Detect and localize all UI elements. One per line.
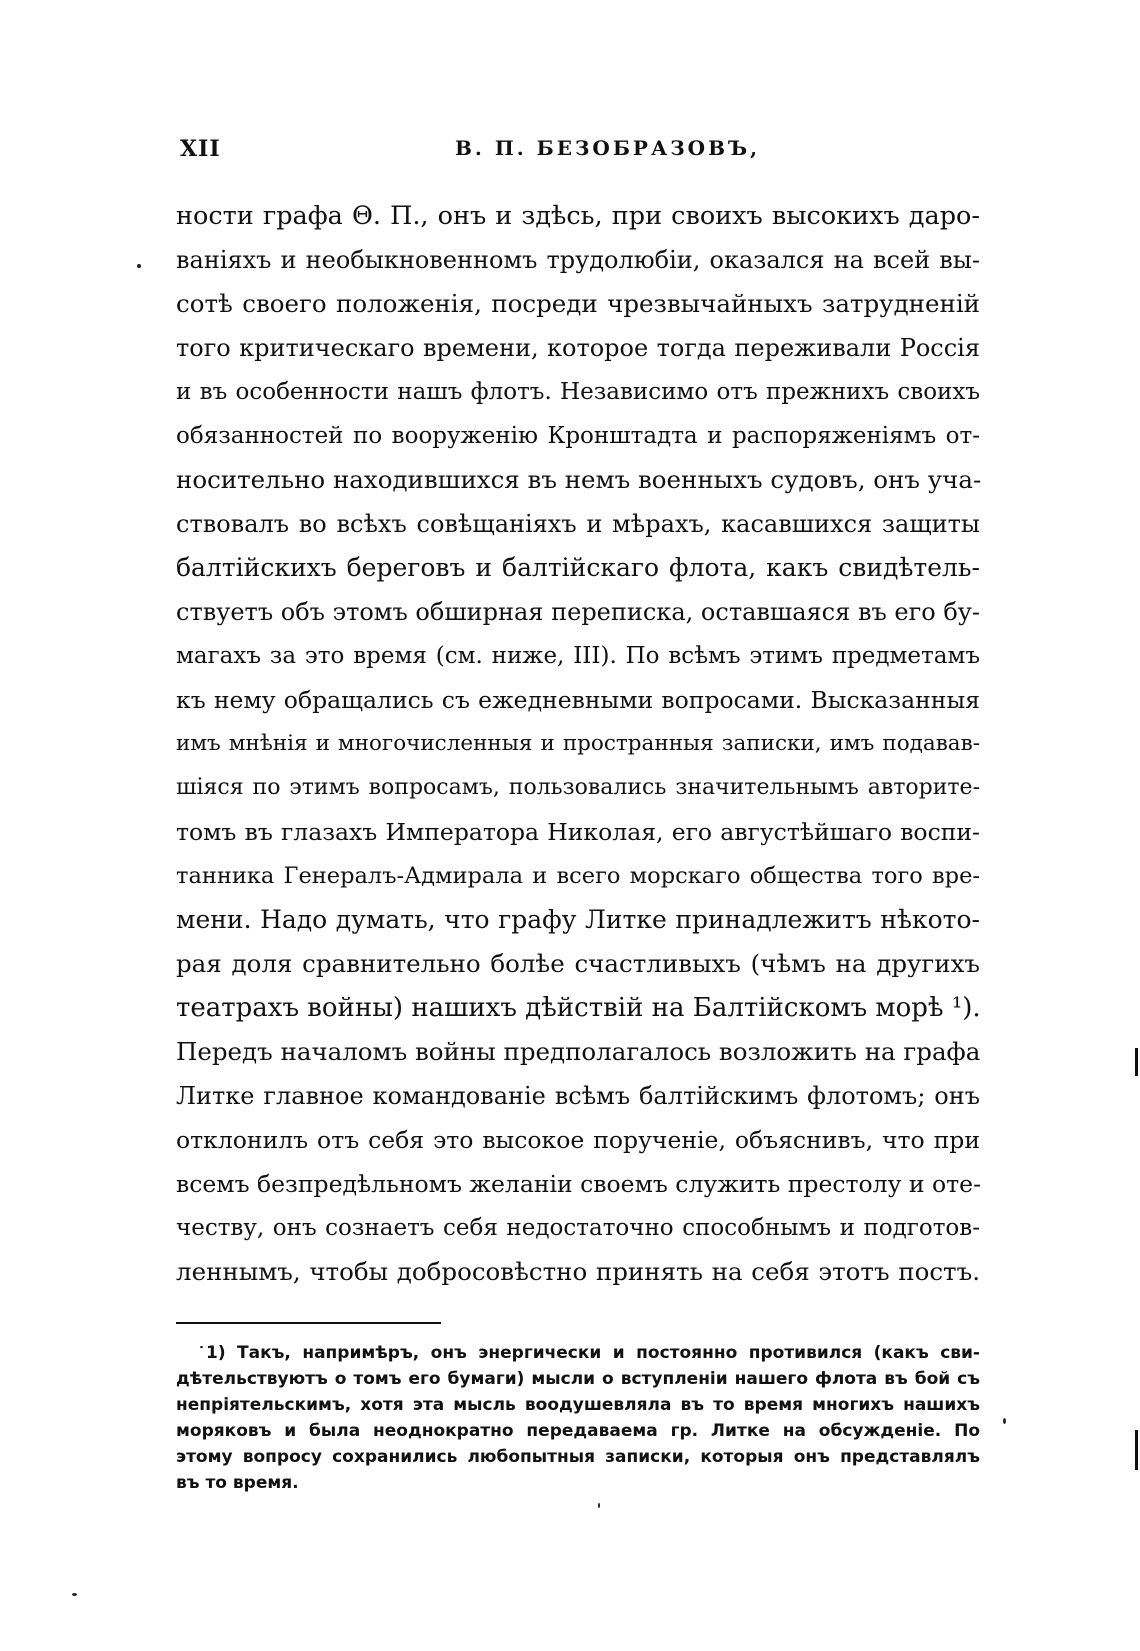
body-line: танника Генералъ-Адмирала и всего морскаго общества того вре- bbox=[176, 863, 980, 889]
footnote-line: 1) Такъ, напримѣръ, онъ энергически и постоянно противился (какъ сви- bbox=[206, 1343, 980, 1363]
footnote-line: дѣтельствуютъ о томъ его бумаги) мысли о вступленіи нашего флота въ бой съ bbox=[176, 1369, 980, 1389]
body-line: того критическаго времени, которое тогда переживали Россія bbox=[176, 334, 980, 362]
body-line: къ нему обращались съ ежедневными вопросами. Высказанныя bbox=[176, 686, 980, 714]
footnote-line: моряковъ и была неоднократно передаваема гр. Литке на обсужденіе. По bbox=[176, 1421, 980, 1441]
footnote bbox=[176, 1340, 980, 1496]
body-line: томъ въ глазахъ Императора Николая, его августѣйшаго воспи- bbox=[176, 818, 980, 846]
body-line: сотѣ своего положенія, посреди чрезвычайныхъ затрудненій bbox=[176, 289, 980, 318]
body-line: ствовалъ во всѣхъ совѣщаніяхъ и мѣрахъ, касавшихся защиты bbox=[176, 510, 980, 538]
body-line: магахъ за это время (см. ниже, III). По всѣмъ этимъ предметамъ bbox=[176, 643, 980, 669]
scan-edge-mark bbox=[1135, 1430, 1138, 1470]
scan-speck bbox=[72, 1593, 77, 1596]
footnote-line: непріятельскимъ, хотя эта мысль воодушевляла въ то время многихъ нашихъ bbox=[176, 1395, 980, 1415]
footnote-line: этому вопросу сохранились любопытныя записки, которыя онъ представлялъ bbox=[176, 1447, 980, 1467]
body-line: Литке главное командованіе всѣмъ балтійскимъ флотомъ; онъ bbox=[176, 1082, 980, 1110]
body-line: носительно находившихся въ немъ военныхъ судовъ, онъ уча- bbox=[176, 465, 982, 494]
body-line: ствуетъ объ этомъ обширная переписка, оставшаяся въ его бу- bbox=[176, 598, 980, 626]
scan-speck bbox=[1003, 1418, 1006, 1424]
page-number: XII bbox=[180, 136, 221, 162]
body-text bbox=[176, 194, 980, 1294]
footnote-rule bbox=[176, 1322, 441, 1324]
scan-edge-mark bbox=[1135, 1048, 1138, 1076]
body-line: рая доля сравнительно болѣе счастливыхъ (чѣмъ на другихъ bbox=[176, 949, 980, 978]
scan-speck bbox=[598, 1503, 600, 1508]
body-line: шіяся по этимъ вопросамъ, пользовались значительнымъ авторите- bbox=[176, 775, 980, 800]
running-head bbox=[180, 136, 980, 176]
scan-speck bbox=[200, 1346, 203, 1348]
body-line: и въ особенности нашъ флотъ. Независимо отъ прежнихъ своихъ bbox=[176, 379, 980, 405]
body-line: балтійскихъ береговъ и балтійскаго флота, какъ свидѣтель- bbox=[176, 553, 980, 582]
running-title: В. П. БЕЗОБРАЗОВЪ, bbox=[455, 136, 761, 160]
body-line: ваніяхъ и необыкновенномъ трудолюбіи, оказался на всей вы- bbox=[176, 246, 980, 274]
body-line: честву, онъ сознаетъ себя недостаточно способнымъ и подготов- bbox=[176, 1215, 980, 1241]
body-line: имъ мнѣнія и многочисленныя и пространныя записки, имъ подавав- bbox=[176, 731, 980, 756]
body-line: Передъ началомъ войны предполагалось возложить на графа bbox=[176, 1037, 981, 1066]
body-line: театрахъ войны) нашихъ дѣйствій на Балтійскомъ морѣ ¹). bbox=[176, 993, 981, 1023]
body-line: всемъ безпредѣльномъ желаніи своемъ служить престолу и оте- bbox=[176, 1170, 982, 1198]
body-line: леннымъ, чтобы добросовѣстно принять на себя этотъ постъ. bbox=[176, 1257, 980, 1286]
footnote-line: въ то время. bbox=[176, 1473, 299, 1493]
scan-speck bbox=[137, 264, 141, 268]
body-line: обязанностей по вооруженію Кронштадта и распоряженіямъ от- bbox=[176, 423, 980, 449]
body-line: ности графа Θ. П., онъ и здѣсь, при своихъ высокихъ даро- bbox=[176, 201, 980, 231]
body-line: мени. Надо думать, что графу Литке принадлежитъ нѣкото- bbox=[176, 905, 980, 934]
body-line: отклонилъ отъ себя это высокое порученіе, объяснивъ, что при bbox=[176, 1126, 980, 1154]
